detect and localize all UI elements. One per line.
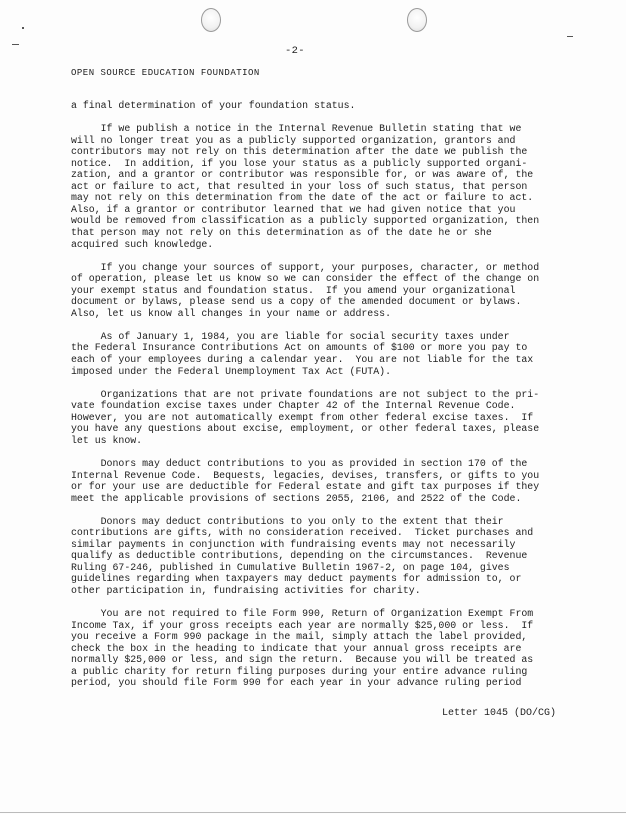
paragraph xyxy=(71,389,561,447)
paragraph xyxy=(71,458,561,504)
scan-speck xyxy=(22,27,24,29)
paragraph-line: Income Tax, if your gross receipts each year are normally $25,000 or less. If xyxy=(71,619,534,631)
paragraph xyxy=(71,608,561,689)
scan-mark-right xyxy=(567,36,573,37)
paragraph-line: qualify as deductible contributions, depending on the circumstances. Revenue xyxy=(71,550,528,562)
paragraph-line: act or failure to act, that resulted in your loss of such status, that person xyxy=(71,180,528,192)
letter-reference: Letter 1045 (DO/CG) xyxy=(442,708,557,719)
paragraph-line: check the box in the heading to indicate that your annual gross receipts are xyxy=(71,642,522,654)
punch-hole-left xyxy=(201,8,221,32)
paragraph-line: Donors may deduct contributions to you as provided in section 170 of the xyxy=(71,457,528,469)
paragraph xyxy=(71,262,561,320)
paragraph-line: you receive a Form 990 package in the mail, simply attach the label provided, xyxy=(71,631,528,643)
paragraph-line: your exempt status and foundation status. If you amend your organizational xyxy=(71,284,516,296)
paragraph-line: document or bylaws, please send us a copy of the amended document or bylaws. xyxy=(71,296,522,308)
letter-body xyxy=(71,100,561,700)
paragraph-line: contributors may not rely on this determination after the date we publish the xyxy=(71,146,528,158)
paragraph-line: would be removed from classification as a publicly supported organization, then xyxy=(71,215,540,227)
paragraph-line: let us know. xyxy=(71,434,143,446)
paragraph-line: similar payments in conjunction with fundraising events may not necessarily xyxy=(71,538,516,550)
paragraph-line: However, you are not automatically exempt from other federal excise taxes. If xyxy=(71,411,534,423)
paragraph-line: other participation in, fundraising activities for charity. xyxy=(71,584,421,596)
paragraph-line: guidelines regarding when taxpayers may deduct payments for admission to, or xyxy=(71,573,522,585)
paragraph-line: each of your employees during a calendar year. You are not liable for the tax xyxy=(71,354,534,366)
paragraph-line: may not rely on this determination from the date of the act or failure to act. xyxy=(71,192,534,204)
paragraph-line: zation, and a grantor or contributor was responsible for, or was aware of, the xyxy=(71,169,534,181)
paragraph-line: You are not required to file Form 990, Return of Organization Exempt From xyxy=(71,608,534,620)
page-bottom-edge xyxy=(0,812,626,813)
paragraph-line: will no longer treat you as a publicly supported organization, grantors and xyxy=(71,134,516,146)
paragraph-line: you have any questions about excise, employment, or other federal taxes, please xyxy=(71,423,540,435)
paragraph xyxy=(71,123,561,250)
paragraph-line: the Federal Insurance Contributions Act on amounts of $100 or more you pay to xyxy=(71,342,528,354)
paragraph-line: If we publish a notice in the Internal Revenue Bulletin stating that we xyxy=(71,123,522,135)
paragraph-line: notice. In addition, if you lose your status as a publicly supported organi- xyxy=(71,157,528,169)
paragraph-line: of operation, please let us know so we can consider the effect of the change on xyxy=(71,273,540,285)
paragraph-line: imposed under the Federal Unemployment Tax Act (FUTA). xyxy=(71,365,392,377)
organization-header: OPEN SOURCE EDUCATION FOUNDATION xyxy=(71,68,260,78)
paragraph-line: that person may not rely on this determination as of the date he or she xyxy=(71,227,492,239)
paragraph-line: period, you should file Form 990 for each year in your advance ruling period xyxy=(71,677,522,689)
punch-hole-right xyxy=(407,8,427,32)
paragraph-line: a public charity for return filing purposes during your entire advance ruling xyxy=(71,665,528,677)
paragraph xyxy=(71,516,561,597)
paragraph-line: acquired such knowledge. xyxy=(71,238,214,250)
paragraph-line: vate foundation excise taxes under Chapter 42 of the Internal Revenue Code. xyxy=(71,400,516,412)
paragraph-line: Internal Revenue Code. Bequests, legacies, devises, transfers, or gifts to you xyxy=(71,469,540,481)
paragraph-line: Organizations that are not private foundations are not subject to the pri- xyxy=(71,388,540,400)
paragraph-line: Also, let us know all changes in your name or address. xyxy=(71,307,392,319)
paragraph-line: Also, if a grantor or contributor learned that we had given notice that you xyxy=(71,203,516,215)
page-number: -2- xyxy=(285,45,305,57)
paragraph-line: If you change your sources of support, your purposes, character, or method xyxy=(71,261,540,273)
paragraph-line: As of January 1, 1984, you are liable for social security taxes under xyxy=(71,330,510,342)
paragraph xyxy=(71,100,561,112)
scan-mark-left xyxy=(12,44,19,45)
paragraph-line: normally $25,000 or less, and sign the return. Because you will be treated as xyxy=(71,654,534,666)
paragraph-line: Ruling 67-246, published in Cumulative Bulletin 1967-2, on page 104, gives xyxy=(71,561,510,573)
paragraph-line: meet the applicable provisions of sections 2055, 2106, and 2522 of the Code. xyxy=(71,492,522,504)
paragraph-line: contributions are gifts, with no consideration received. Ticket purchases and xyxy=(71,527,534,539)
paragraph-line: or for your use are deductible for Federal estate and gift tax purposes if they xyxy=(71,481,540,493)
paragraph-line: Donors may deduct contributions to you only to the extent that their xyxy=(71,515,504,527)
paragraph-line: a final determination of your foundation status. xyxy=(71,100,356,111)
paragraph xyxy=(71,331,561,377)
